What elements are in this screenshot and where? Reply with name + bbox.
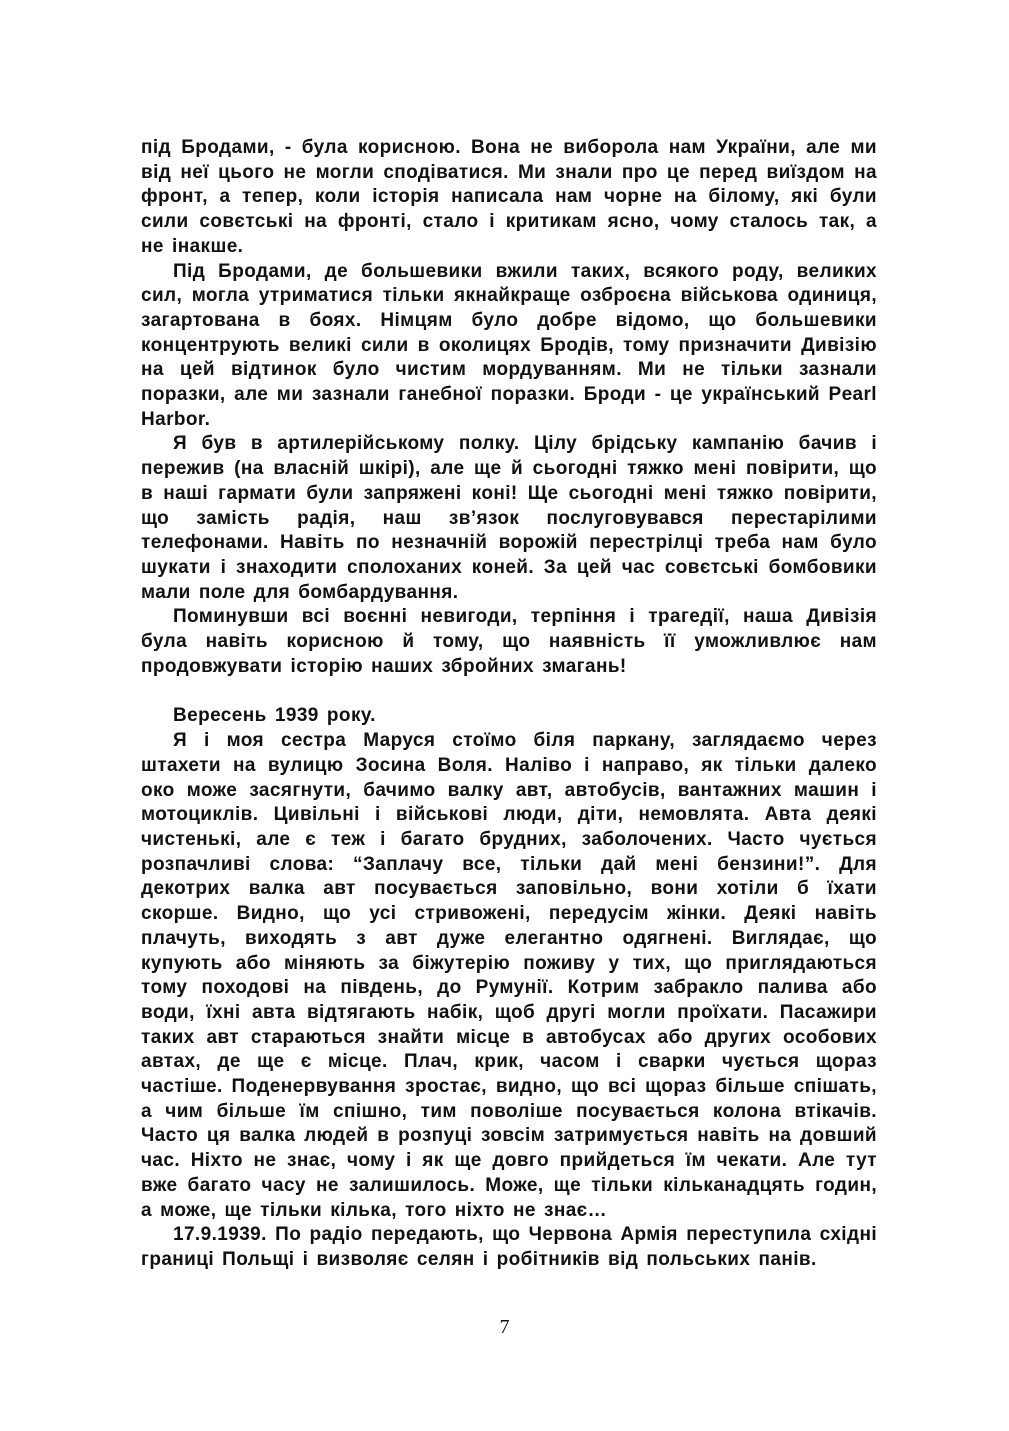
paragraph: Під Бродами, де большевики вжили таких, всякого роду, великих сил, могла утриматися тільки якнайкраще озброєна військова одиниця, загартована в боях. Німцям було добре відомо, що большевики концентрують великі сили в околицях Бродів, тому призначити Дивізію на цей відтинок було чистим мордуванням. Ми не тільки зазнали поразки, але ми зазнали ганебної поразки. Броди - це український Pearl Harbor.	[141, 260, 877, 430]
text-block	[141, 136, 877, 1273]
paragraph: під Бродами, - була корисною. Вона не виборола нам України, але ми від неї цього не могли сподіватися. Ми знали про це перед виїздом на фронт, а тепер, коли історія написала нам чорне на білому, які були сили совєтські на фронті, стало і критикам ясно, чому сталось так, а не інакше.	[141, 137, 877, 257]
paragraph: Я був в артилерійському полку. Цілу брідську кампанію бачив і пережив (на власній шкірі), але ще й сьогодні тяжко мені повірити, що в наші гармати були запряжені коні! Ще сьогодні мені тяжко повірити, що замість радія, наш зв’язок послуговувався перестарілими телефонами. Навіть по незначній ворожій перестрілці треба нам було шукати і знаходити сполоханих коней. За цей час совєтські бомбовики мали поле для бомбардування.	[141, 433, 877, 603]
paragraph: Поминувши всі воєнні невигоди, терпіння і трагедії, наша Дивізія була навіть корисною й тому, що наявність її уможливлює нам продовжувати історію наших збройних змагань!	[141, 606, 877, 677]
section-heading: Вересень 1939 року.	[173, 705, 376, 727]
paragraph: 17.9.1939. По радіо передають, що Червона Армія переступила східні границі Польщі і визволяє селян і робітників від польських панів.	[141, 1224, 877, 1270]
page-number: 7	[499, 1316, 510, 1338]
paragraph: Я і моя сестра Маруся стоїмо біля паркану, заглядаємо через штахети на вулицю Зосина Воля. Наліво і направо, як тільки далеко око може засягнути, бачимо валку авт, автобусів, вантажних машин і мотоциклів. Цивільні і військові люди, діти, немовлята. Авта деякі чистенькі, але є теж і багато брудних, заболочених. Часто чується розпачливі слова: “Заплачу все, тільки дай мені бензини!”. Для декотрих валка авт посувається заповільно, вони хотіли б їхати скорше. Видно, що усі стривожені, передусім жінки. Деякі навіть плачуть, виходять з авт дуже елегантно одягнені. Виглядає, що купують або міняють за біжутерію поживу у тих, що приглядаються тому походові на південь, до Румунії. Котрим забракло палива або води, їхні авта відтягають набік, щоб другі могли проїхати. Пасажири таких авт стараються знайти місце в автобусах або других особових автах, де ще є місце. Плач, крик, часом і сварки чується щораз частіше. Поденервування зростає, видно, що всі щораз більше спішать, а чим більше їм спішно, тим поволіше посувається колона втікачів. Часто ця валка людей в розпуці зовсім затримується навіть на довший час. Ніхто не знає, чому і як ще довго прийдеться їм чекати. Але тут вже багато часу не залишилось. Може, ще тільки кільканадцять годин, а може, ще тільки кілька, того ніхто не знає…	[141, 730, 877, 1221]
